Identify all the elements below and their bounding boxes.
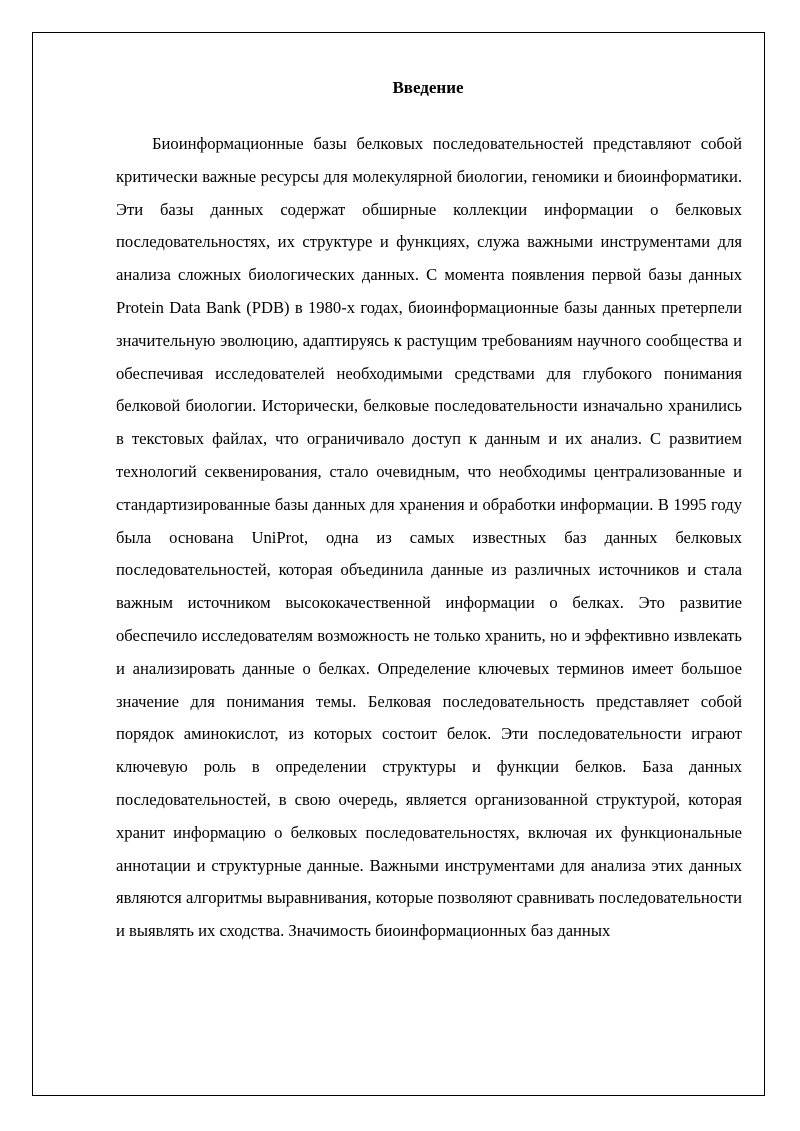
page-title: Введение	[392, 78, 464, 97]
body-paragraph: Биоинформационные базы белковых последовательностей представляют собой критически важные ресурсы для молекулярной биологии, геномики и биоинформатики. Эти базы данных содержат обширные коллекции информации о белковых последовательностях, их структуре и функциях, служа важными инструментами для анализа сложных биологических данных. С момента появления первой базы данных Protein Data Bank (PDB) в 1980-х годах, биоинформационные базы данных претерпели значительную эволюцию, адаптируясь к растущим требованиям научного сообщества и обеспечивая исследователей необходимыми средствами для глубокого понимания белковой биологии. Исторически, белковые последовательности изначально хранились в текстовых файлах, что ограничивало доступ к данным и их анализ. С развитием технологий секвенирования, стало очевидным, что необходимы централизованные и стандартизированные базы данных для хранения и обработки информации. В 1995 году была основана UniProt, одна из самых известных баз данных белковых последовательностей, которая объединила данные из различных источников и стала важным источником высококачественной информации о белках. Это развитие обеспечило исследователям возможность не только хранить, но и эффективно извлекать и анализировать данные о белках. Определение ключевых терминов имеет большое значение для понимания темы. Белковая последовательность представляет собой порядок аминокислот, из которых состоит белок. Эти последовательности играют ключевую роль в определении структуры и функции белков. База данных последовательностей, в свою очередь, является организованной структурой, которая хранит информацию о белковых последовательностях, включая их функциональные аннотации и структурные данные. Важными инструментами для анализа этих данных являются алгоритмы выравнивания, которые позволяют сравнивать последовательности и выявлять их сходства. Значимость биоинформационных баз данных	[116, 134, 742, 941]
